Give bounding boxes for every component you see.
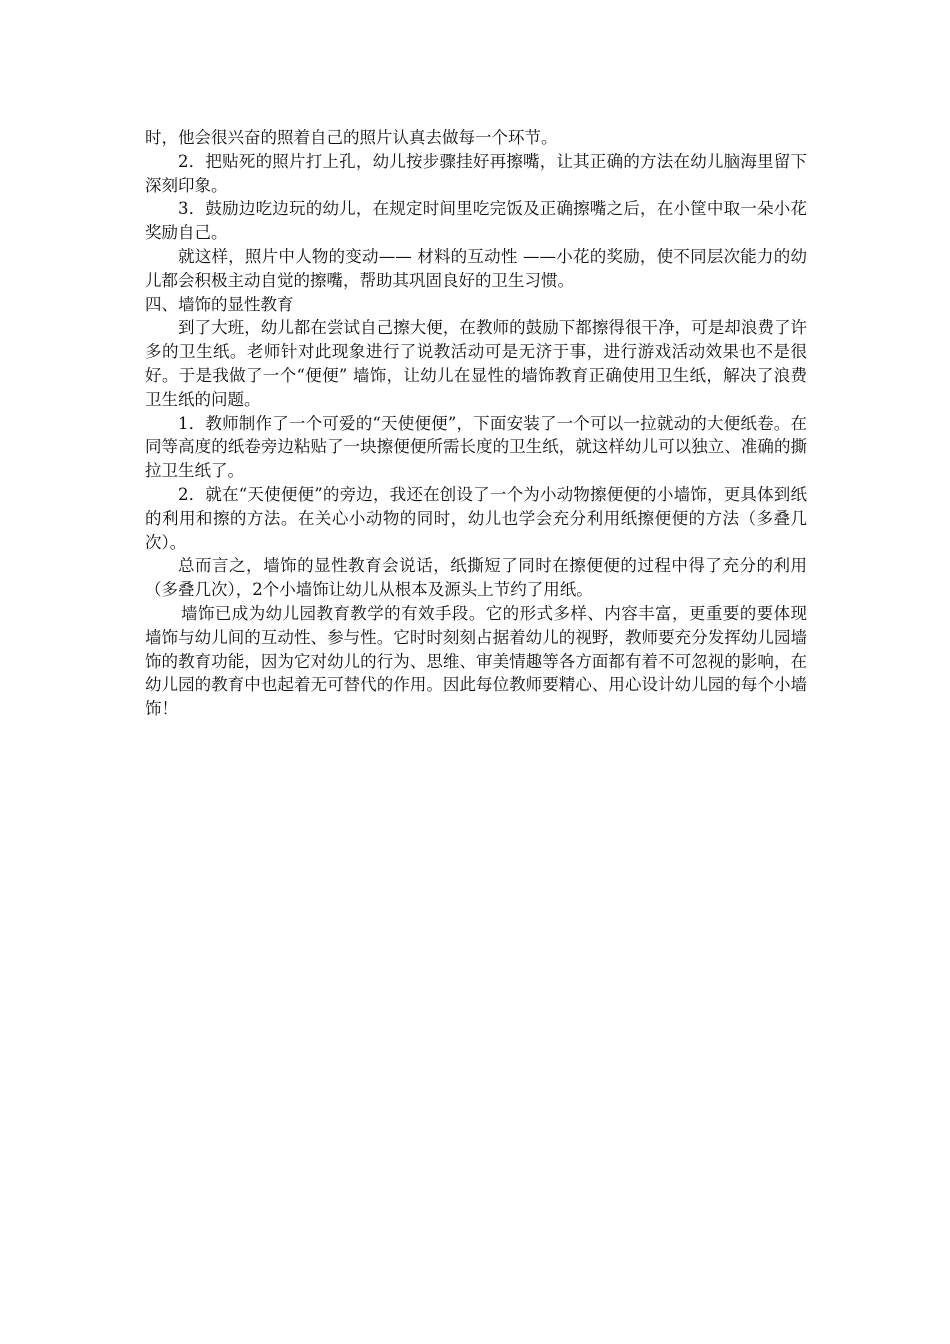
paragraph-continuation: 时，他会很兴奋的照着自己的照片认真去做每一个环节。 — [145, 128, 558, 147]
section-heading-4: 四、墙饰的显性教育 — [145, 294, 294, 314]
paragraph-summary-interaction: 就这样，照片中人物的变动—— 材料的互动性 ——小花的奖励，使不同层次能力的幼儿都会积极主动自觉的擦嘴，帮助其巩固良好的卫生习惯。 — [145, 246, 807, 290]
paragraph-senior-class: 到了大班，幼儿都在尝试自己擦大便，在教师的鼓励下都擦得很干净，可是却浪费了许多的卫生纸。老师针对此现象进行了说教活动可是无济于事，进行游戏活动效果也不是很好。于是我做了一个“便便” 墙饰，让幼儿在显性的墙饰教育正确使用卫生纸，解决了浪费卫生纸的问题。 — [145, 318, 807, 409]
paragraph-step-3-flower: 3．鼓励边吃边玩的幼儿，在规定时间里吃完饭及正确擦嘴之后，在小筐中取一朵小花奖励自己。 — [145, 199, 807, 243]
paragraph-step-2-photo: 2．把贴死的照片打上孔，幼儿按步骤挂好再擦嘴，让其正确的方法在幼儿脑海里留下深刻印象。 — [145, 151, 807, 195]
document-body — [145, 126, 807, 721]
paragraph-in-summary: 总而言之，墙饰的显性教育会说话，纸撕短了同时在擦便便的过程中得了充分的利用（多叠几次），2个小墙饰让幼儿从根本及源头上节约了用纸。 — [145, 556, 807, 600]
paragraph-item-2-animals: 2．就在“天使便便”的旁边，我还在创设了一个为小动物擦便便的小墙饰，更具体到纸的利用和擦的方法。在关心小动物的同时，幼儿也学会充分利用纸擦便便的方法（多叠几次）。 — [145, 484, 807, 552]
paragraph-item-1-angel: 1．教师制作了一个可爱的“天使便便”，下面安装了一个可以一拉就动的大便纸卷。在同等高度的纸卷旁边粘贴了一块擦便便所需长度的卫生纸，就这样幼儿可以独立、准确的撕拉卫生纸了。 — [145, 413, 807, 481]
paragraph-conclusion: 墙饰已成为幼儿园教育教学的有效手段。它的形式多样、内容丰富，更重要的要体现墙饰与幼儿间的互动性、参与性。它时时刻刻占据着幼儿的视野，教师要充分发挥幼儿园墙饰的教育功能，因为它对幼儿的行为、思维、审美情趣等各方面都有着不可忽视的影响，在幼儿园的教育中也起着无可替代的作用。因此每位教师要精心、用心设计幼儿园的每个小墙饰！ — [145, 603, 807, 719]
